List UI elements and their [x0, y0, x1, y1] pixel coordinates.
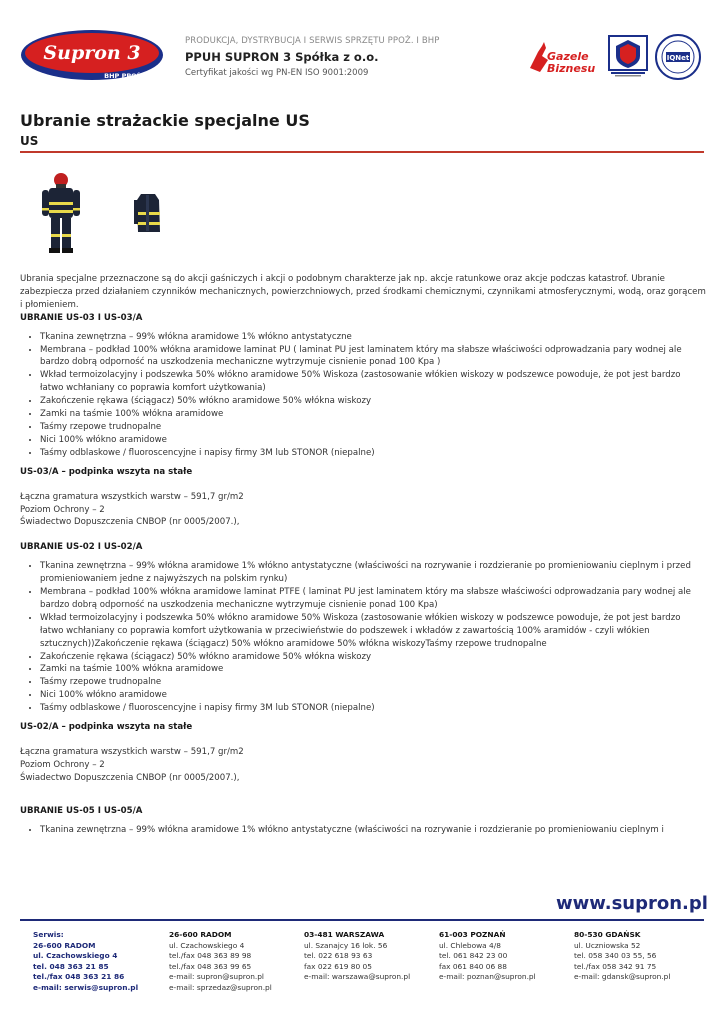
website-link[interactable]: www.supron.pl [556, 893, 708, 914]
firefighter-jacket-photo[interactable] [133, 190, 163, 236]
svg-text:IQNet: IQNet [666, 54, 690, 62]
logo-text: Supron 3 [43, 42, 141, 64]
footer-divider [20, 919, 704, 921]
list-item: • Wkład termoizolacyjny i podszewka 50% włókno aramidowe 50% Wiskoza (zastosowanie włókien wiskozy w podszewce powoduje, że pot jest bardzo łatwo wchłaniany co poprawia komfort użytkowania w przeciwieństwie do podszewek i wkładów z zawartością 100% aramidów - czyli włókien sztucznych))Zakończenie rękawa (ściągacz) 50% włókno aramidowe 50% włókna wiskozyTaśmy rzepowe trudnopalne [40, 612, 706, 651]
footer-serwis: Serwis: 26-600 RADOM ul. Czachowskiego 4 tel. 048 363 21 85 tel./fax 048 363 21 86 e-mail: serwis@supron.pl [33, 930, 139, 992]
list-item: • Zamki na taśmie 100% włókna aramidowe [40, 408, 706, 421]
certificate-badge [607, 34, 649, 78]
list-item: • Zamki na taśmie 100% włókna aramidowe [40, 663, 706, 676]
svg-text:Biznesu: Biznesu [547, 62, 596, 75]
list-item: • Wkład termoizolacyjny i podszewka 50% włókno aramidowe 50% Wiskoza (zastosowanie włókien wiskozy w podszewce powoduje, że pot jest bardzo łatwo wchłaniany co poprawia komfort użytkowania) [40, 369, 706, 395]
warszawa-email[interactable]: e-mail: warszawa@supron.pl [304, 972, 411, 982]
gdansk-email[interactable]: e-mail: gdansk@supron.pl [574, 972, 671, 982]
list-item: • Tkanina zewnętrzna – 99% włókna aramidowe 1% włókno antystatyczne (właściwości na rozrywanie i rozdzieranie po promieniowaniu cieplnym i przed promieniowaniem jedne z najwyższych na polskim rynku) [40, 560, 706, 586]
section-heading-us-05: UBRANIE US-05 I US-05/A [20, 805, 143, 816]
supron-logo[interactable] [20, 28, 165, 82]
certificate-us-02: Świadectwo Dopuszczenia CNBOP (nr 0005/2007.), [20, 772, 240, 783]
spec-list-us-05 [20, 824, 706, 837]
page-title: Ubranie strażackie specjalne US [20, 111, 310, 130]
radom-sales-email[interactable]: e-mail: sprzedaz@supron.pl [169, 982, 272, 992]
list-item: • Taśmy rzepowe trudnopalne [40, 676, 706, 689]
list-item: • Zakończenie rękawa (ściągacz) 50% włókno aramidowe 50% włókna wiskozy [40, 395, 706, 408]
footer-warszawa: 03-481 WARSZAWA ul. Szanajcy 16 lok. 56 tel. 022 618 93 63 fax 022 619 80 05 e-mail: warszawa@supron.pl [304, 930, 411, 982]
company-info [185, 36, 440, 78]
weight-us-03: Łączna gramatura wszystkich warstw – 591,7 gr/m2 [20, 491, 244, 502]
list-item: • Taśmy odblaskowe / fluoroscencyjne i napisy firmy 3M lub STONOR (niepalne) [40, 447, 706, 460]
title-divider [20, 151, 704, 153]
list-item: • Nici 100% włókno aramidowe [40, 689, 706, 702]
product-description [20, 273, 706, 843]
list-item: • Taśmy odblaskowe / fluoroscencyjne i napisy firmy 3M lub STONOR (niepalne) [40, 702, 706, 715]
iqnet-badge [654, 33, 702, 81]
firefighter-suit-photo[interactable] [40, 172, 82, 254]
radom-email[interactable]: e-mail: supron@supron.pl [169, 972, 264, 982]
page-header [0, 0, 725, 100]
list-item: • Membrana – podkład 100% włókna aramidowe laminat PTFE ( laminat PU jest laminatem który ma słabsze właściwości odprowadzania pary wodnej ale bardzo dobrą odporność na uszkodzenia mechaniczne wytrzymuje cisnienie ponad 100 Kpa) [40, 586, 706, 612]
company-tagline: PRODUKCJA, DYSTRYBUCJA I SERWIS SPRZĘTU PPOŻ. I BHP [185, 36, 440, 46]
list-item: • Tkanina zewnętrzna – 99% włókna aramidowe 1% włókno antystatyczne [40, 331, 706, 344]
weight-us-02: Łączna gramatura wszystkich warstw – 591,7 gr/m2 [20, 747, 244, 757]
company-name: PPUH SUPRON 3 Spółka z o.o. [185, 50, 379, 64]
variant-us-02a: US-02/A – podpinka wszyta na stałe [20, 722, 193, 733]
intro-paragraph: Ubrania specjalne przeznaczone są do akcji gaśniczych i akcji o podobnym charakterze jak np. akcje ratunkowe oraz akcje podczas katastrof. Ubranie zabezpiecza przed działaniem czynników mechanicznych, powierzchniowych, przed środkami chemicznymi, czynnikami atmosferycznymi, wodą, oraz gorącem i płomieniem. [20, 274, 706, 310]
list-item: • Tkanina zewnętrzna – 99% włókna aramidowe 1% włókno antystatyczne (właściwości na rozrywanie i rozdzieranie po promieniowaniu cieplnym i [40, 824, 706, 837]
serwis-email[interactable]: e-mail: serwis@supron.pl [33, 982, 139, 992]
footer-radom: 26-600 RADOM ul. Czachowskiego 4 tel./fax 048 363 89 98 tel./fax 048 363 99 65 e-mail: supron@supron.pl e-mail: sprzedaz@supron.pl [169, 930, 272, 992]
footer-poznan: 61-003 POZNAŃ ul. Chlebowa 4/8 tel. 061 842 23 00 fax 061 840 06 88 e-mail: poznan@supron.pl [439, 930, 536, 982]
section-heading-us-03: UBRANIE US-03 I US-03/A [20, 312, 143, 323]
protection-us-03: Poziom Ochrony – 2 [20, 504, 105, 515]
page-subtitle: US [20, 134, 39, 148]
gazele-biznesu-logo [526, 38, 602, 78]
spec-list-us-03 [20, 331, 706, 460]
list-item: • Membrana – podkład 100% włókna aramidowe laminat PU ( laminat PU jest laminatem który ma słabsze właściwości odprowadzania pary wodnej ale bardzo dobrą odporność na uszkodzenia mechaniczne wytrzymuje cisnienie ponad 100 Kpa ) [40, 344, 706, 370]
footer-gdansk: 80-530 GDAŃSK ul. Uczniowska 52 tel. 058 340 03 55, 56 tel./fax 058 342 91 75 e-mail: gdansk@supron.pl [574, 930, 671, 982]
quality-certificate: Certyfikat jakości wg PN-EN ISO 9001:2009 [185, 68, 369, 78]
certificate-us-03: Świadectwo Dopuszczenia CNBOP (nr 0005/2007.), [20, 517, 240, 528]
list-item: • Nici 100% włókno aramidowe [40, 434, 706, 447]
svg-text:Gazele: Gazele [547, 50, 589, 63]
poznan-email[interactable]: e-mail: poznan@supron.pl [439, 972, 536, 982]
logo-subtext: BHP PPOŻ. [104, 72, 144, 80]
list-item: • Taśmy rzepowe trudnopalne [40, 421, 706, 434]
protection-us-02: Poziom Ochrony – 2 [20, 759, 105, 770]
spec-list-us-02 [20, 560, 706, 715]
section-heading-us-02: UBRANIE US-02 I US-02/A [20, 542, 143, 553]
variant-us-03a: US-03/A – podpinka wszyta na stałe [20, 466, 193, 477]
list-item: • Zakończenie rękawa (ściągacz) 50% włókno aramidowe 50% włókna wiskozy [40, 651, 706, 664]
